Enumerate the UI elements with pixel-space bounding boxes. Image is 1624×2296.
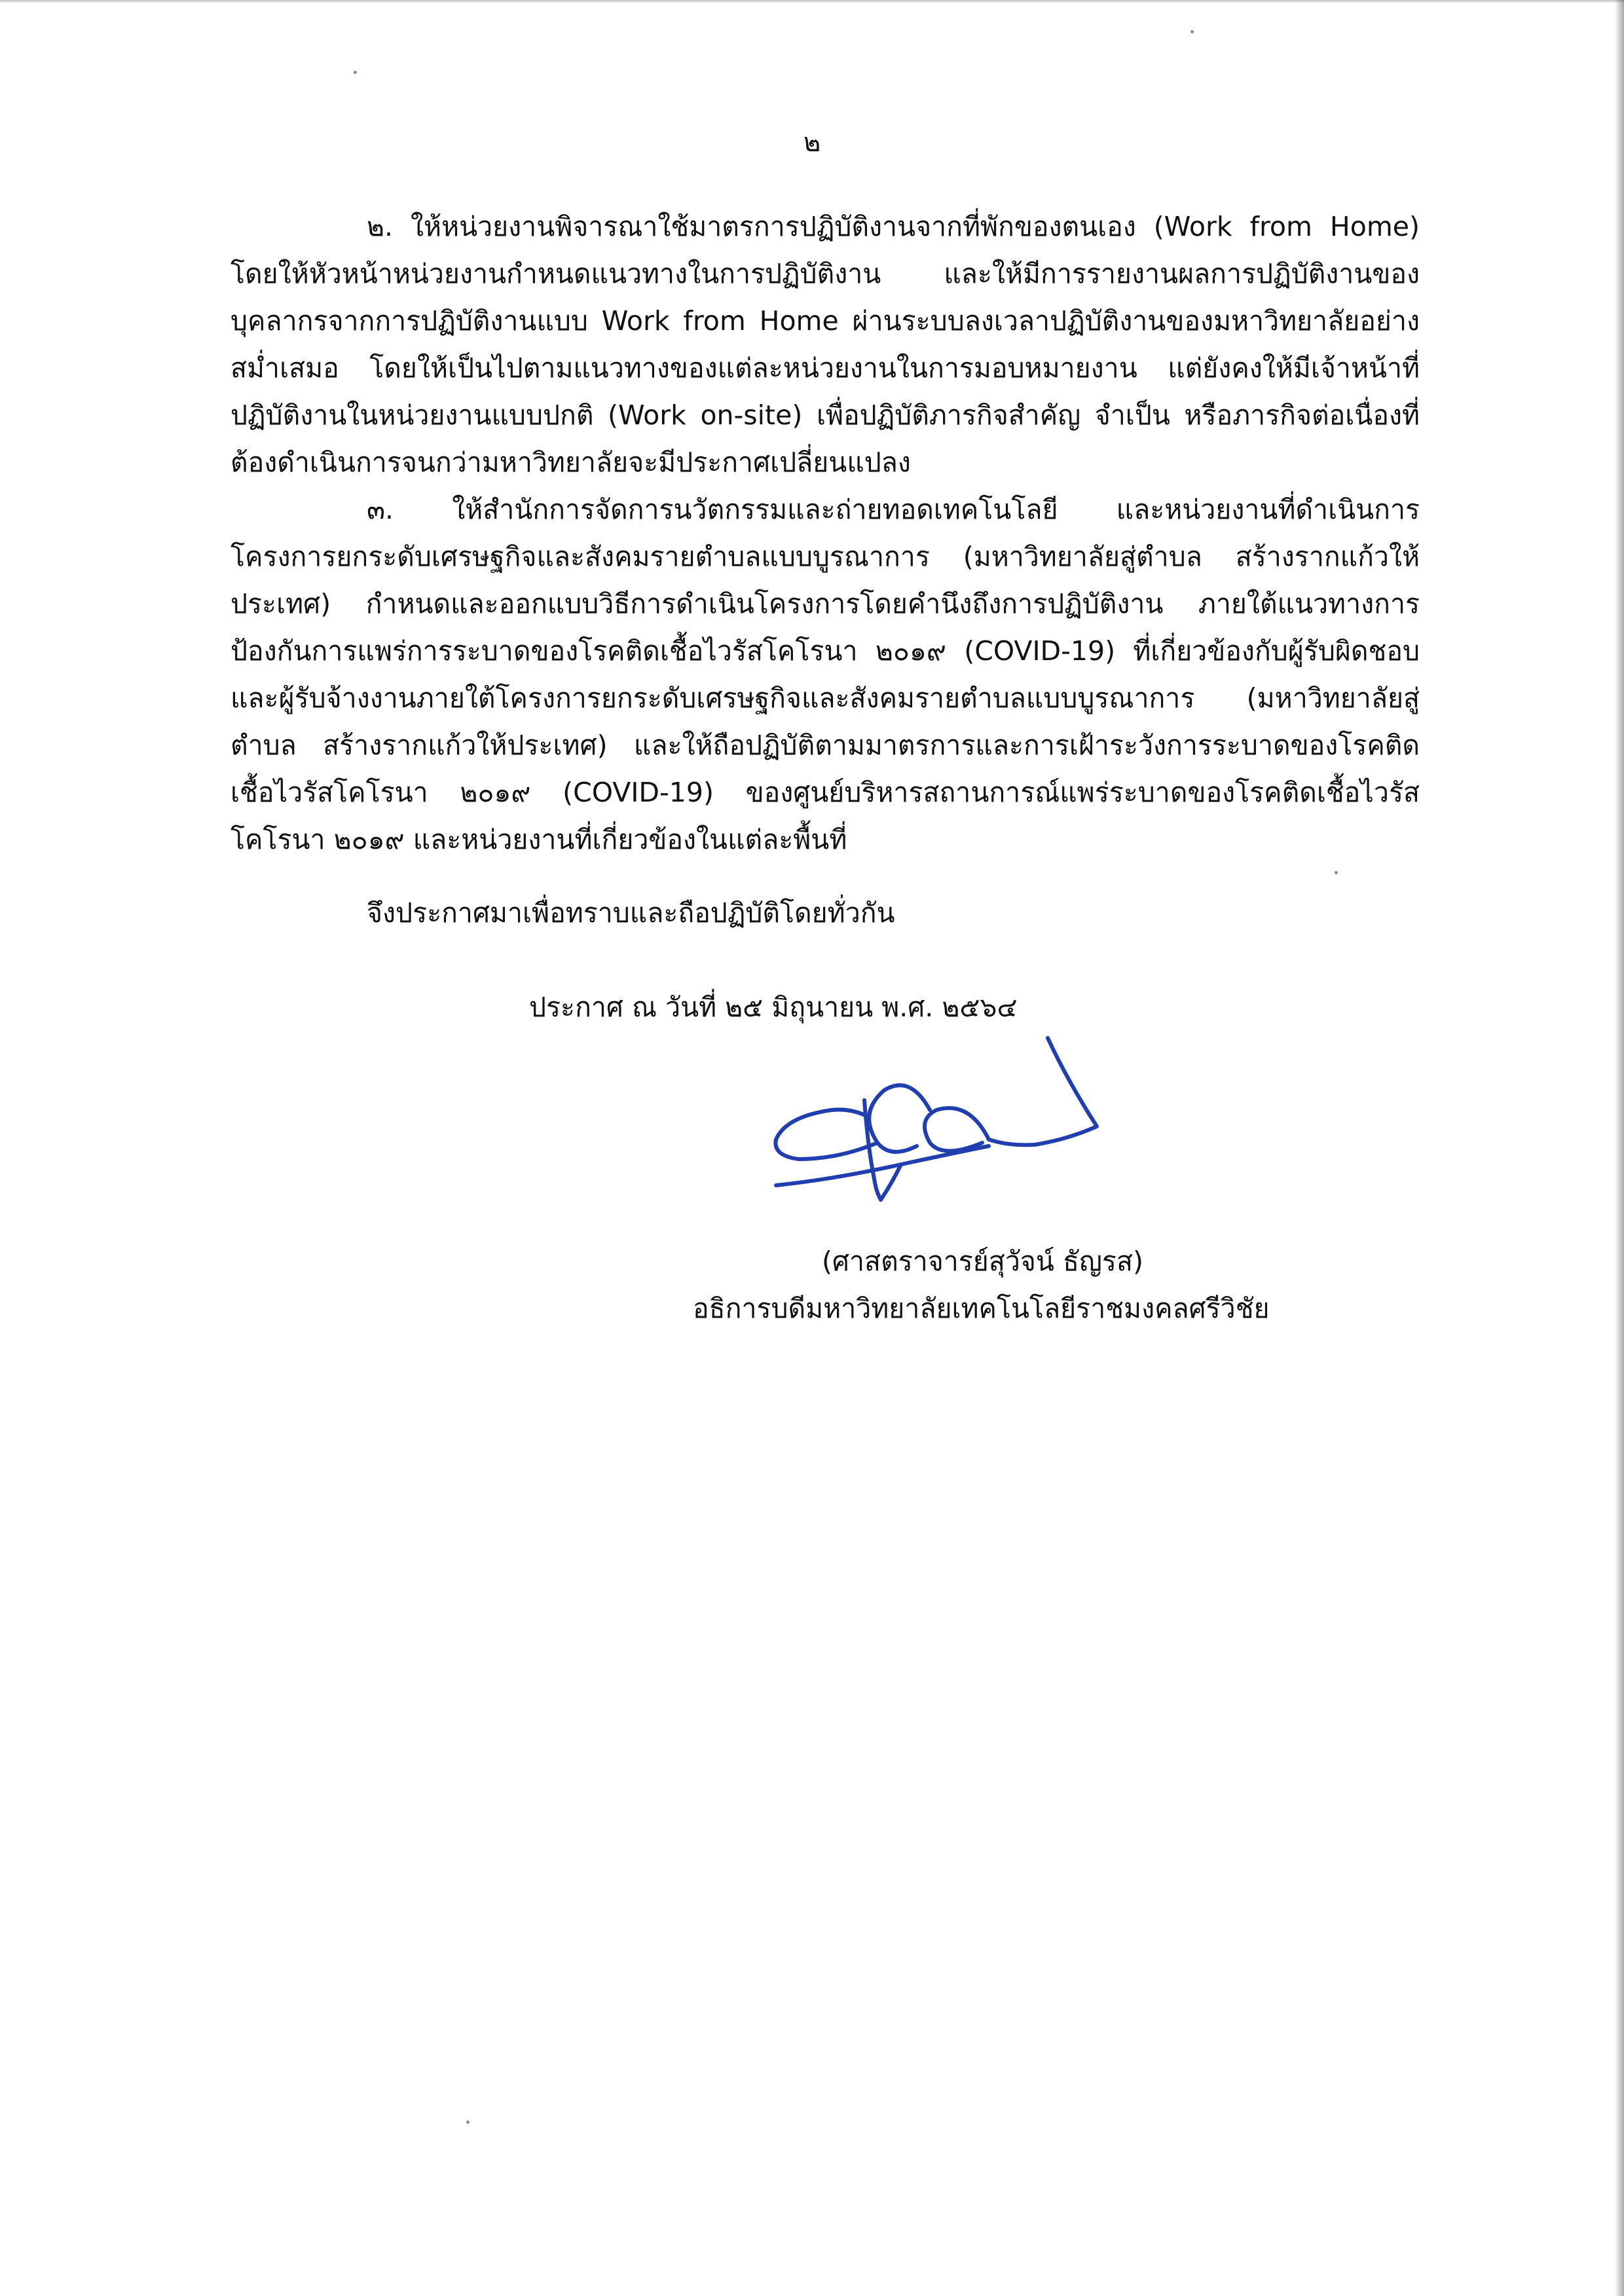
body-text	[231, 203, 1420, 863]
signer-name: (ศาสตราจารย์สุวัจน์ ธัญรส)	[822, 1246, 1143, 1277]
signer-title: อธิการบดีมหาวิทยาลัยเทคโนโลยีราชมงคลศรีวิชัย	[693, 1293, 1270, 1324]
scan-speck	[354, 71, 357, 74]
signature-image	[760, 1028, 1153, 1251]
scan-speck	[1335, 871, 1338, 874]
scan-top-edge	[0, 0, 1624, 3]
scan-right-edge	[1615, 0, 1624, 2296]
paragraph-3: ๓. ให้สำนักการจัดการนวัตกรรมและถ่ายทอดเทคโนโลยี และหน่วยงานที่ดำเนินการโครงการยกระดับเศรษฐกิจและสังคมรายตำบลแบบบูรณาการ (มหาวิทยาลัยสู่ตำบล สร้างรากแก้วให้ประเทศ) กำหนดและออกแบบวิธีการดำเนินโครงการโดยคำนึงถึงการปฏิบัติงาน ภายใต้แนวทางการป้องกันการแพร่การระบาดของโรคติดเชื้อไวรัสโคโรนา ๒๐๑๙ (COVID-19) ที่เกี่ยวข้องกับผู้รับผิดชอบและผู้รับจ้างงานภายใต้โครงการยกระดับเศรษฐกิจและสังคมรายตำบลแบบบูรณาการ (มหาวิทยาลัยสู่ตำบล สร้างรากแก้วให้ประเทศ) และให้ถือปฏิบัติตามมาตรการและการเฝ้าระวังการระบาดของโรคติดเชื้อไวรัสโคโรนา ๒๐๑๙ (COVID-19) ของศูนย์บริหารสถานการณ์แพร่ระบาดของโรคติดเชื้อไวรัสโคโรนา ๒๐๑๙ และหน่วยงานที่เกี่ยวข้องในแต่ละพื้นที่	[231, 494, 1420, 855]
announcement-date: ประกาศ ณ วันที่ ๒๕ มิถุนายน พ.ศ. ๒๕๖๔	[529, 991, 1018, 1023]
paragraph-2: ๒. ให้หน่วยงานพิจารณาใช้มาตรการปฏิบัติงานจากที่พักของตนเอง (Work from Home) โดยให้หัวหน้าหน่วยงานกำหนดแนวทางในการปฏิบัติงาน และให้มีการรายงานผลการปฏิบัติงานของบุคลากรจากการปฏิบัติงานแบบ Work from Home ผ่านระบบลงเวลาปฏิบัติงานของมหาวิทยาลัยอย่างสม่ำเสมอ โดยให้เป็นไปตามแนวทางของแต่ละหน่วยงานในการมอบหมายงาน แต่ยังคงให้มีเจ้าหน้าที่ปฏิบัติงานในหน่วยงานแบบปกติ (Work on-site) เพื่อปฏิบัติภารกิจสำคัญ จำเป็น หรือภารกิจต่อเนื่องที่ต้องดำเนินการจนกว่ามหาวิทยาลัยจะมีประกาศเปลี่ยนแปลง	[231, 211, 1420, 478]
scan-speck	[466, 2120, 470, 2124]
page-number: ๒	[803, 128, 821, 158]
scan-speck	[1190, 30, 1194, 33]
closing-sentence: จึงประกาศมาเพื่อทราบและถือปฏิบัติโดยทั่วกัน	[367, 897, 895, 929]
